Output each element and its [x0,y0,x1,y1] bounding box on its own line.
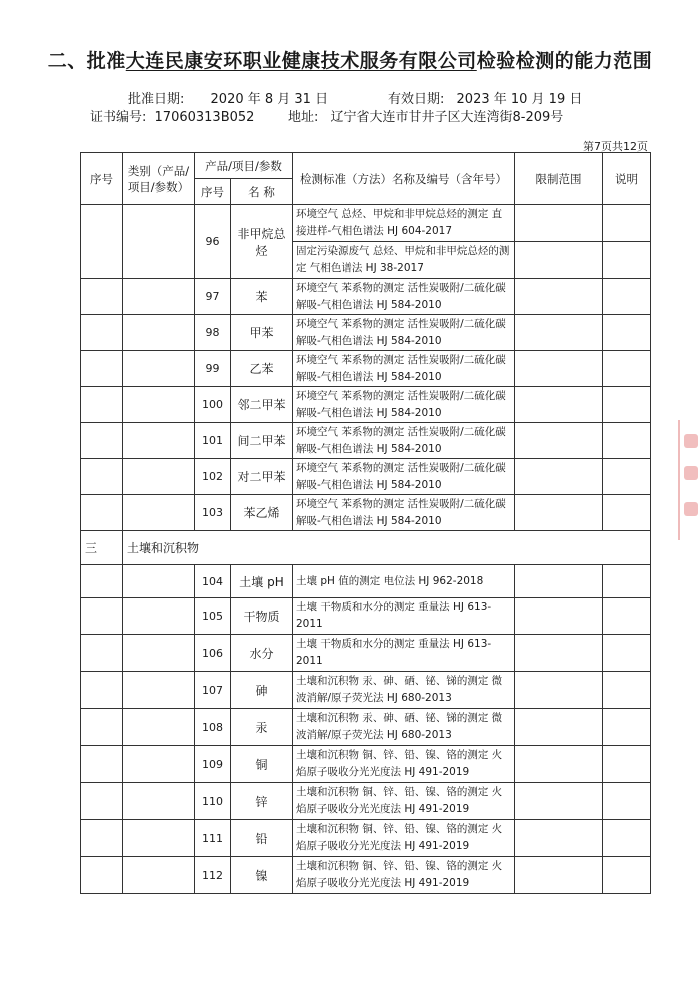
table-row [81,279,651,315]
item-number: 99 [195,351,231,387]
header-item-name: 名 称 [231,179,293,205]
approval-date-value: 2020 年 8 月 31 日 [210,92,329,107]
table-row [81,315,651,351]
seal-stamp-edge [678,420,700,540]
item-number: 100 [195,387,231,423]
header-product-group: 产品/项目/参数 [195,153,293,179]
valid-date-value: 2023 年 10 月 19 日 [456,92,583,107]
approval-date-label: 批准日期: [128,92,185,107]
item-name: 水分 [231,635,293,672]
item-name: 间二甲苯 [231,423,293,459]
page-title [0,46,700,73]
item-number: 104 [195,565,231,598]
item-name: 对二甲苯 [231,459,293,495]
standard-text: 环境空气 总烃、甲烷和非甲烷总烃的测定 直接进样-气相色谱法 HJ 604-2017 [293,205,515,242]
address [288,106,563,125]
item-number: 97 [195,279,231,315]
section-label: 土壤和沉积物 [123,531,651,565]
item-number: 98 [195,315,231,351]
item-number: 96 [195,205,231,279]
item-name: 锌 [231,783,293,820]
certificate-label: 证书编号: [90,110,147,125]
table-row [81,598,651,635]
standard-text: 固定污染源废气 总烃、甲烷和非甲烷总烃的测定 气相色谱法 HJ 38-2017 [293,242,515,279]
table-row [81,820,651,857]
table-row [81,746,651,783]
table-row [81,459,651,495]
item-name: 干物质 [231,598,293,635]
section-row [81,531,651,565]
table-row [81,495,651,531]
valid-date-label: 有效日期: [388,92,445,107]
standard-text: 土壤和沉积物 汞、砷、硒、铋、锑的测定 微波消解/原子荧光法 HJ 680-2013 [293,672,515,709]
standard-text: 土壤和沉积物 铜、锌、铅、镍、铬的测定 火焰原子吸收分光光度法 HJ 491-2019 [293,857,515,894]
header-note: 说明 [603,153,651,205]
standard-text: 土壤 干物质和水分的测定 重量法 HJ 613-2011 [293,598,515,635]
table-row [81,205,651,242]
item-number: 101 [195,423,231,459]
item-name: 苯乙烯 [231,495,293,531]
table-row [81,672,651,709]
header-seq: 序号 [81,153,123,205]
item-number: 108 [195,709,231,746]
table-row [81,783,651,820]
section-seq: 三 [81,531,123,565]
standard-text: 环境空气 苯系物的测定 活性炭吸附/二硫化碳解吸-气相色谱法 HJ 584-2010 [293,315,515,351]
header-item-no: 序号 [195,179,231,205]
item-number: 105 [195,598,231,635]
standard-text: 环境空气 苯系物的测定 活性炭吸附/二硫化碳解吸-气相色谱法 HJ 584-2010 [293,495,515,531]
table-row [81,709,651,746]
item-number: 109 [195,746,231,783]
valid-date [388,88,582,107]
item-name: 铜 [231,746,293,783]
table-row [81,635,651,672]
item-number: 111 [195,820,231,857]
standard-text: 环境空气 苯系物的测定 活性炭吸附/二硫化碳解吸-气相色谱法 HJ 584-2010 [293,459,515,495]
table-row [81,351,651,387]
standard-text: 土壤和沉积物 汞、砷、硒、铋、锑的测定 微波消解/原子荧光法 HJ 680-2013 [293,709,515,746]
table-header-row [81,153,651,179]
item-name: 邻二甲苯 [231,387,293,423]
item-name: 砷 [231,672,293,709]
item-name: 汞 [231,709,293,746]
item-name: 乙苯 [231,351,293,387]
table-row [81,423,651,459]
table-row [81,857,651,894]
item-name: 非甲烷总烃 [231,205,293,279]
approval-date [128,88,328,107]
item-number: 110 [195,783,231,820]
title-organization: 大连民康安环职业健康技术服务有限公司 [125,50,477,72]
address-value: 辽宁省大连市甘井子区大连湾街8-209号 [330,110,564,125]
standard-text: 土壤 pH 值的测定 电位法 HJ 962-2018 [293,565,515,598]
item-name: 苯 [231,279,293,315]
page-number: 第7页共12页 [583,140,648,153]
standard-text: 环境空气 苯系物的测定 活性炭吸附/二硫化碳解吸-气相色谱法 HJ 584-2010 [293,351,515,387]
address-label: 地址: [288,110,319,125]
item-number: 112 [195,857,231,894]
item-name: 镍 [231,857,293,894]
header-limit: 限制范围 [515,153,603,205]
capability-table [80,152,651,894]
table-row [81,387,651,423]
standard-text: 土壤和沉积物 铜、锌、铅、镍、铬的测定 火焰原子吸收分光光度法 HJ 491-2019 [293,783,515,820]
item-name: 铅 [231,820,293,857]
certificate-number [90,106,254,125]
item-number: 103 [195,495,231,531]
item-number: 102 [195,459,231,495]
title-suffix: 检验检测的能力范围 [476,50,653,72]
header-category: 类别（产品/项目/参数） [123,153,195,205]
title-prefix: 二、批准 [47,50,126,72]
item-number: 107 [195,672,231,709]
item-name: 土壤 pH [231,565,293,598]
standard-text: 土壤 干物质和水分的测定 重量法 HJ 613-2011 [293,635,515,672]
certificate-value: 17060313B052 [154,110,255,125]
standard-text: 土壤和沉积物 铜、锌、铅、镍、铬的测定 火焰原子吸收分光光度法 HJ 491-2019 [293,746,515,783]
standard-text: 土壤和沉积物 铜、锌、铅、镍、铬的测定 火焰原子吸收分光光度法 HJ 491-2019 [293,820,515,857]
item-number: 106 [195,635,231,672]
item-name: 甲苯 [231,315,293,351]
standard-text: 环境空气 苯系物的测定 活性炭吸附/二硫化碳解吸-气相色谱法 HJ 584-2010 [293,387,515,423]
table-row [81,565,651,598]
standard-text: 环境空气 苯系物的测定 活性炭吸附/二硫化碳解吸-气相色谱法 HJ 584-2010 [293,279,515,315]
header-standard: 检测标准（方法）名称及编号（含年号） [293,153,515,205]
standard-text: 环境空气 苯系物的测定 活性炭吸附/二硫化碳解吸-气相色谱法 HJ 584-2010 [293,423,515,459]
